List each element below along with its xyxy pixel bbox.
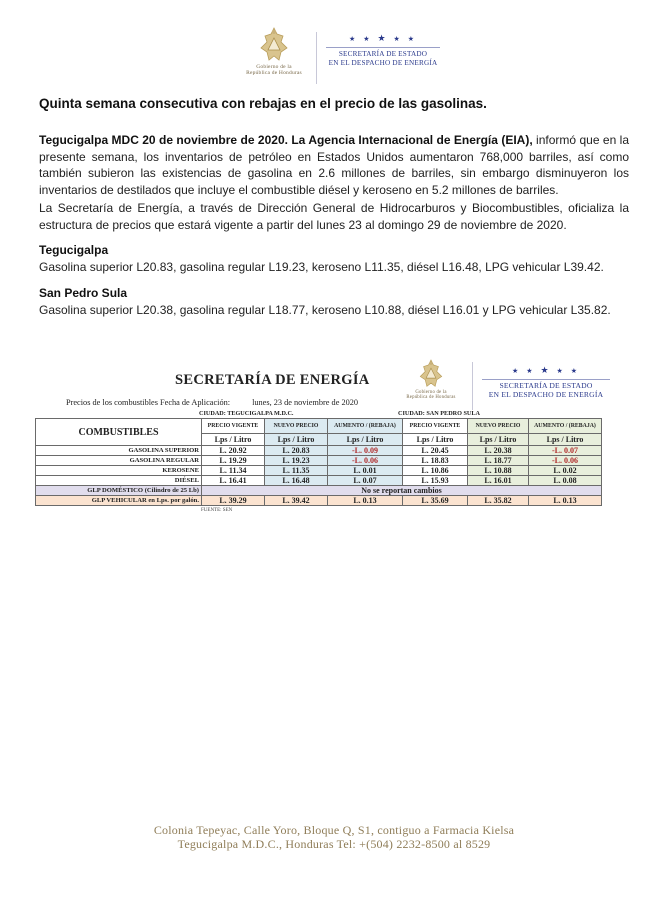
price-cell: L. 19.23 <box>265 456 328 466</box>
col-header-teg-precio-vigente: PRECIO VIGENTE <box>202 419 265 434</box>
col-header-teg-nuevo-precio: NUEVO PRECIO <box>265 419 328 434</box>
application-date-label: Precios de los combustibles Fecha de Aplicación: <box>66 398 231 407</box>
seal-caption-small-2: República de Honduras <box>406 395 456 400</box>
application-date: lunes, 23 de noviembre de 2020 <box>252 398 359 407</box>
honduras-seal-small <box>400 358 462 400</box>
honduras-seal <box>236 26 312 76</box>
logo-rule-small <box>482 379 610 380</box>
footer-line-2: Tegucigalpa M.D.C., Honduras Tel: +(504) 2232-8500 al 8529 <box>177 837 491 851</box>
city-heading-tegucigalpa: Tegucigalpa <box>39 243 109 257</box>
table-row-glp-vehicular <box>36 496 602 506</box>
price-cell: L. 10.88 <box>468 466 529 476</box>
price-cell: L. 18.77 <box>468 456 529 466</box>
source-note: FUENTE: SEN <box>201 508 233 513</box>
table-subtitle <box>66 398 358 407</box>
price-cell: L. 35.82 <box>468 496 529 506</box>
fuel-price-table <box>35 418 602 506</box>
price-cell: L. 16.48 <box>265 476 328 486</box>
seal-caption-2: República de Honduras <box>246 70 302 76</box>
footer-line-1: Colonia Tepeyac, Calle Yoro, Bloque Q, S1, contiguo a Farmacia Kielsa <box>153 823 515 837</box>
price-cell: L. 35.69 <box>403 496 468 506</box>
coat-of-arms-icon <box>417 358 445 390</box>
price-cell: L. 20.83 <box>265 446 328 456</box>
table-row-glp-domestico <box>36 486 602 496</box>
change-cell: -L. 0.07 <box>529 446 602 456</box>
unit-label: Lps / Litro <box>328 434 403 446</box>
city-prices-tegucigalpa: Gasolina superior L20.83, gasolina regular L19.23, keroseno L11.35, diésel L16.48, LPG vehicular L39.42. <box>39 260 604 274</box>
agency-name-small-2: EN EL DESPACHO DE ENERGÍA <box>488 389 604 399</box>
unit-label: Lps / Litro <box>202 434 265 446</box>
change-cell: L. 0.08 <box>529 476 602 486</box>
city-prices-san-pedro-sula: Gasolina superior L20.38, gasolina regular L18.77, keroseno L10.88, diésel L16.01 y LPG vehicular L35.82. <box>39 303 611 317</box>
price-cell: L. 20.92 <box>202 446 265 456</box>
footer-address <box>0 823 668 851</box>
change-cell: L. 0.13 <box>529 496 602 506</box>
change-cell: L. 0.01 <box>328 466 403 476</box>
letterhead-logo <box>236 26 446 86</box>
price-cell: L. 20.45 <box>403 446 468 456</box>
price-cell: L. 11.35 <box>265 466 328 476</box>
unit-label: Lps / Litro <box>529 434 602 446</box>
col-header-sps-aumento: AUMENTO / (REBAJA) <box>529 419 602 434</box>
table-logo <box>400 358 620 418</box>
price-cell: L. 11.34 <box>202 466 265 476</box>
price-cell: L. 39.29 <box>202 496 265 506</box>
price-cell: L. 16.01 <box>468 476 529 486</box>
price-cell: L. 10.86 <box>403 466 468 476</box>
price-cell: L. 19.29 <box>202 456 265 466</box>
price-cell: L. 18.83 <box>403 456 468 466</box>
seal-caption-1: Gobierno de la <box>256 64 292 70</box>
logo-divider <box>316 32 317 84</box>
col-header-teg-aumento: AUMENTO / (REBAJA) <box>328 419 403 434</box>
coat-of-arms-icon <box>257 26 291 64</box>
fuel-name: GLP VEHICULAR en Lps. por galón. <box>36 496 202 506</box>
change-cell: L. 0.02 <box>529 466 602 476</box>
table-header-row <box>36 419 602 434</box>
price-cell: L. 20.38 <box>468 446 529 456</box>
fuel-name: KEROSENE <box>36 466 202 476</box>
agency-name-1: SECRETARÍA DE ESTADO <box>338 50 428 58</box>
combustibles-header: COMBUSTIBLES <box>36 419 202 446</box>
city-label-tegucigalpa: CIUDAD: TEGUCIGALPA M.D.C. <box>199 410 294 417</box>
change-cell: L. 0.07 <box>328 476 403 486</box>
change-cell: -L. 0.06 <box>529 456 602 466</box>
table-row <box>36 466 602 476</box>
price-cell: L. 39.42 <box>265 496 328 506</box>
col-header-sps-nuevo-precio: NUEVO PRECIO <box>468 419 529 434</box>
headline: Quinta semana consecutiva con rebajas en el precio de las gasolinas. <box>39 96 487 111</box>
fuel-name: GASOLINA REGULAR <box>36 456 202 466</box>
fuel-name: GLP DOMÉSTICO (Cilindro de 25 Lb) <box>36 486 202 496</box>
paragraph-eia-lead: Tegucigalpa MDC 20 de noviembre de 2020. La Agencia Internacional de Energía (EIA), <box>39 133 533 147</box>
stars-icon: ★ ★ ★ ★ ★ <box>349 33 417 43</box>
no-change-note: No se reportan cambios <box>202 486 602 496</box>
stars-icon: ★ ★ ★ ★ ★ <box>512 365 580 375</box>
paragraph-structure: La Secretaría de Energía, a través de Dirección General de Hidrocarburos y Biocombustibles, oficializa la estructura de precios que estará vigente a partir del lunes 23 al domingo 29 de noviembre de 2020. <box>39 201 629 232</box>
fuel-name: DIÉSEL <box>36 476 202 486</box>
city-label-san-pedro-sula: CIUDAD: SAN PEDRO SULA <box>398 410 480 417</box>
unit-label: Lps / Litro <box>265 434 328 446</box>
agency-logo <box>320 34 446 67</box>
agency-logo-small <box>476 366 616 399</box>
logo-rule <box>326 47 440 48</box>
city-heading-san-pedro-sula: San Pedro Sula <box>39 286 128 300</box>
col-header-sps-precio-vigente: PRECIO VIGENTE <box>403 419 468 434</box>
table-title: SECRETARÍA DE ENERGÍA <box>175 372 370 388</box>
fuel-name: GASOLINA SUPERIOR <box>36 446 202 456</box>
table-row <box>36 456 602 466</box>
change-cell: -L. 0.09 <box>328 446 403 456</box>
agency-name-2: EN EL DESPACHO DE ENERGÍA <box>328 58 438 67</box>
price-cell: L. 15.93 <box>403 476 468 486</box>
price-cell: L. 16.41 <box>202 476 265 486</box>
paragraph-eia <box>39 132 629 198</box>
agency-name-small-1: SECRETARÍA DE ESTADO <box>499 381 593 390</box>
paragraph-eia-body: informó que en la presente semana, los inventarios de petróleo en Estados Unidos aumentaron 768,000 barriles, así como también subieron las existencias de gasolina en 2.6 millones de barriles, sin embargo disminuyeron los inventarios de destilados que incluye el combustible diésel y keroseno en 5.2 millones de barriles. <box>39 133 629 197</box>
table-row <box>36 446 602 456</box>
change-cell: L. 0.13 <box>328 496 403 506</box>
seal-caption-small-1: Gobierno de la <box>415 390 447 395</box>
unit-label: Lps / Litro <box>403 434 468 446</box>
table-row <box>36 476 602 486</box>
unit-label: Lps / Litro <box>468 434 529 446</box>
change-cell: -L. 0.06 <box>328 456 403 466</box>
logo-divider-small <box>472 362 473 410</box>
